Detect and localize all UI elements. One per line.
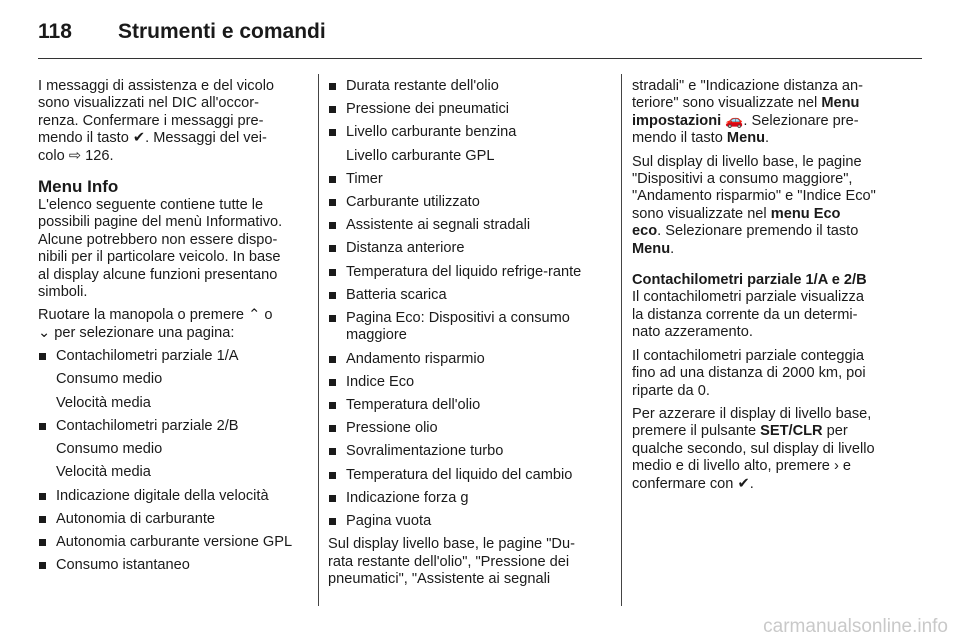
list-item: Livello carburante GPL — [346, 147, 495, 164]
list-item: Contachilometri parziale 1/A — [38, 348, 306, 365]
list-item: Consumo medio — [56, 371, 163, 388]
settings-paragraph: stradali" e "Indicazione distanza an- teriore" sono visualizzate nel Menu impostazioni 🚗. Selezionare pre- mendo il tasto Menu. — [632, 78, 864, 147]
list-item: Contachilometri parziale 2/B — [38, 418, 306, 435]
trip-paragraph-2: Il contachilometri parziale conteggia fino ad una distanza di 2000 km, poi riparte da 0. — [632, 347, 866, 399]
list-item: Assistente ai segnali stradali — [328, 217, 604, 234]
list-item: Indice Eco — [328, 374, 604, 391]
column-divider — [318, 74, 319, 606]
trip-paragraph-3: Per azzerare il display di livello base, premere il pulsante SET/CLR per qualche secondo, sul display di livello medio e di livello alto, premere › e confermare con ✔. — [632, 405, 875, 492]
column-3 — [632, 78, 908, 499]
list-item: Temperatura del liquido del cambio — [328, 467, 604, 484]
car-icon: 🚗 — [725, 112, 744, 129]
section-heading-trip: Contachilometri parziale 1/A e 2/B — [632, 272, 867, 289]
rotate-paragraph: Ruotare la manopola o premere ⌃ o ⌄ per selezionare una pagina: — [38, 307, 273, 341]
check-icon: ✔ — [737, 475, 750, 492]
page-ref-icon: ⇨ — [68, 147, 82, 164]
list-item: Autonomia di carburante — [38, 511, 306, 528]
page-number: 118 — [38, 20, 72, 43]
list-item: Carburante utilizzato — [328, 194, 604, 211]
chevron-down-icon: ⌄ — [38, 324, 51, 341]
eco-paragraph: Sul display di livello base, le pagine "Dispositivi a consumo maggiore", "Andamento risparmio" e "Indice Eco" sono visualizzate nel menu Eco eco. Selezionare premendo il tasto Menu. — [632, 153, 876, 257]
list-item: Indicazione digitale della velocità — [38, 488, 306, 505]
list-item: Batteria scarica — [328, 287, 604, 304]
header-rule — [38, 58, 922, 59]
list-item: Pressione dei pneumatici — [328, 101, 604, 118]
page-list-2 — [328, 78, 604, 530]
list-item: Indicazione forza g — [328, 490, 604, 507]
list-item: Durata restante dell'olio — [328, 78, 604, 95]
chevron-right-icon: › — [833, 458, 839, 475]
column-1 — [38, 78, 306, 580]
page-header — [38, 14, 326, 50]
list-item: Consumo medio — [56, 441, 163, 458]
list-item: Andamento risparmio — [328, 351, 604, 368]
chevron-up-icon: ⌃ — [248, 307, 261, 324]
check-icon: ✔ — [132, 130, 146, 147]
section-heading-menu-info: Menu Info — [38, 177, 119, 197]
list-item: Pagina Eco: Dispositivi a consumo maggiore — [328, 310, 604, 345]
list-item: Autonomia carburante versione GPL — [38, 534, 306, 551]
eco-icon: eco — [632, 223, 658, 240]
list-item: Pressione olio — [328, 420, 604, 437]
list-item: Velocità media — [56, 394, 151, 411]
outro-paragraph: Sul display livello base, le pagine "Du- rata restante dell'olio", "Pressione dei pneumatici", "Assistente ai segnali — [328, 536, 575, 588]
info-paragraph: L'elenco seguente contiene tutte le possibili pagine del menù Informativo. Alcune potrebbero non essere dispo- nibili per il particolare veicolo. In base al display alcune funzioni presentano simboli. — [38, 197, 283, 301]
watermark: carmanualsonline.info — [763, 616, 948, 637]
list-item: Temperatura dell'olio — [328, 397, 604, 414]
trip-paragraph-1: Il contachilometri parziale visualizza la distanza corrente da un determi- nato azzeramento. — [632, 289, 864, 341]
column-divider — [621, 74, 622, 606]
page-title: Strumenti e comandi — [118, 20, 326, 43]
list-item: Temperatura del liquido refrige-rante — [328, 264, 604, 281]
intro-paragraph: I messaggi di assistenza e del vicolo sono visualizzati nel DIC all'occor- renza. Confermare i messaggi pre- mendo il tasto ✔. Messaggi del vei- colo ⇨ 126. — [38, 78, 275, 164]
page-list-1 — [38, 348, 306, 574]
list-item: Distanza anteriore — [328, 240, 604, 257]
list-item: Consumo istantaneo — [38, 557, 306, 574]
list-item: Timer — [328, 171, 604, 188]
column-2 — [328, 78, 604, 594]
list-item: Sovralimentazione turbo — [328, 443, 604, 460]
list-item: Livello carburante benzina — [328, 124, 604, 141]
list-item: Pagina vuota — [328, 513, 604, 530]
list-item: Velocità media — [56, 464, 151, 481]
